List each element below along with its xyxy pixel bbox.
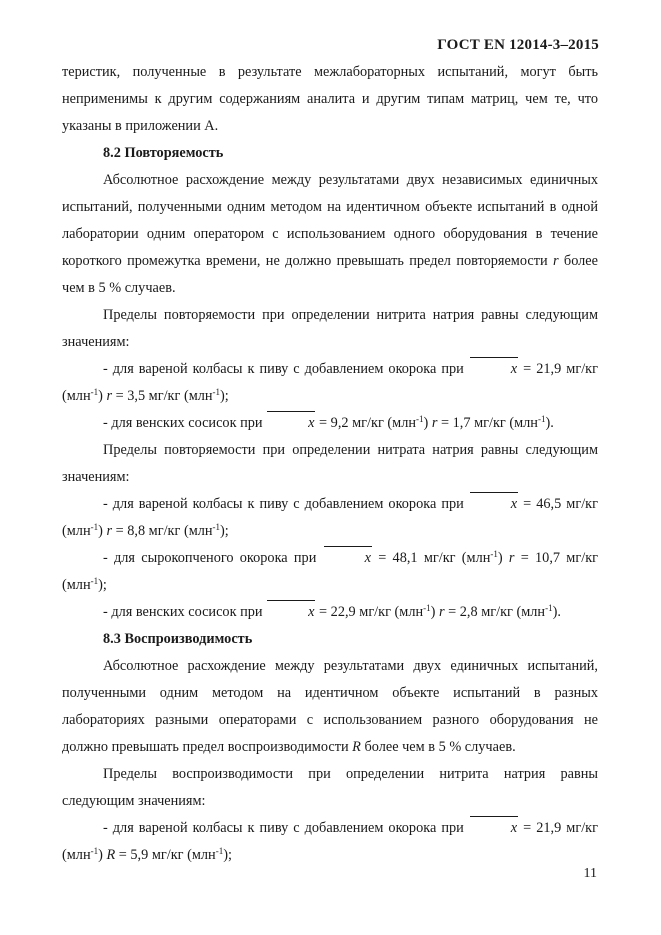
section-heading-8-3: 8.3 Воспроизводимость xyxy=(103,631,253,647)
paragraph-nitrate-repeatability-intro: Пределы повторяемости при определении нитрата натрия равны следующим значениям: xyxy=(62,442,598,485)
mean-x-symbol: x xyxy=(323,545,372,572)
list-item: - для венских сосисок при x = 22,9 мг/кг (млн$^{-1}$) r = 2,8 мг/кг (млн$^{-1}$). xyxy=(62,599,598,626)
section-heading-8-2: 8.2 Повторяемость xyxy=(103,145,224,161)
mean-x-symbol: x xyxy=(469,356,518,383)
mean-x-symbol: x xyxy=(266,410,315,437)
paragraph-continuation: теристик, полученные в результате межлабораторных испытаний, могут быть неприменимы к другим содержаниям аналита и другим типам матриц, чем те, что указаны в приложении А. xyxy=(62,64,598,134)
list-item: - для вареной колбасы к пиву с добавлением окорока при x = 21,9 мг/кг (млн$^{-1}$) r = 3,5 мг/кг (млн$^{-1}$); xyxy=(62,356,598,410)
paragraph-nitrite-repeatability-intro: Пределы повторяемости при определении нитрита натрия равны следующим значениям: xyxy=(62,307,598,350)
mean-x-symbol: x xyxy=(469,815,518,842)
list-item: - для вареной колбасы к пиву с добавлением окорока при x = 21,9 мг/кг (млн$^{-1}$) R = 5,9 мг/кг (млн$^{-1}$); xyxy=(62,815,598,869)
list-item: - для вареной колбасы к пиву с добавлением окорока при x = 46,5 мг/кг (млн$^{-1}$) r = 8,8 мг/кг (млн$^{-1}$); xyxy=(62,491,598,545)
standard-header: ГОСТ EN 12014-3–2015 xyxy=(437,37,599,53)
paragraph-reproducibility-definition: Абсолютное расхождение между результатами двух единичных испытаний, полученными одним методом на идентичном объекте испытаний в разных лабораториях разными операторами с использованием разного оборудования не должно превышать предел воспроизводимости R более чем в 5 % случаев. xyxy=(62,658,598,755)
page-number: 11 xyxy=(583,866,597,881)
page-content xyxy=(62,59,598,869)
paragraph-nitrite-reproducibility-intro: Пределы воспроизводимости при определении нитрита натрия равны следующим значениям: xyxy=(62,766,598,809)
mean-x-symbol: x xyxy=(469,491,518,518)
list-item: - для сырокопченого окорока при x = 48,1 мг/кг (млн$^{-1}$) r = 10,7 мг/кг (млн$^{-1}$); xyxy=(62,545,598,599)
paragraph-repeatability-definition: Абсолютное расхождение между результатами двух независимых единичных испытаний, полученными одним методом на идентичном объекте испытаний в одной лаборатории одним оператором с использованием одного оборудования в течение короткого промежутка времени, не должно превышать предел повторяемости r более чем в 5 % случаев. xyxy=(62,172,598,296)
list-item: - для венских сосисок при x = 9,2 мг/кг (млн$^{-1}$) r = 1,7 мг/кг (млн$^{-1}$). xyxy=(62,410,598,437)
mean-x-symbol: x xyxy=(266,599,315,626)
